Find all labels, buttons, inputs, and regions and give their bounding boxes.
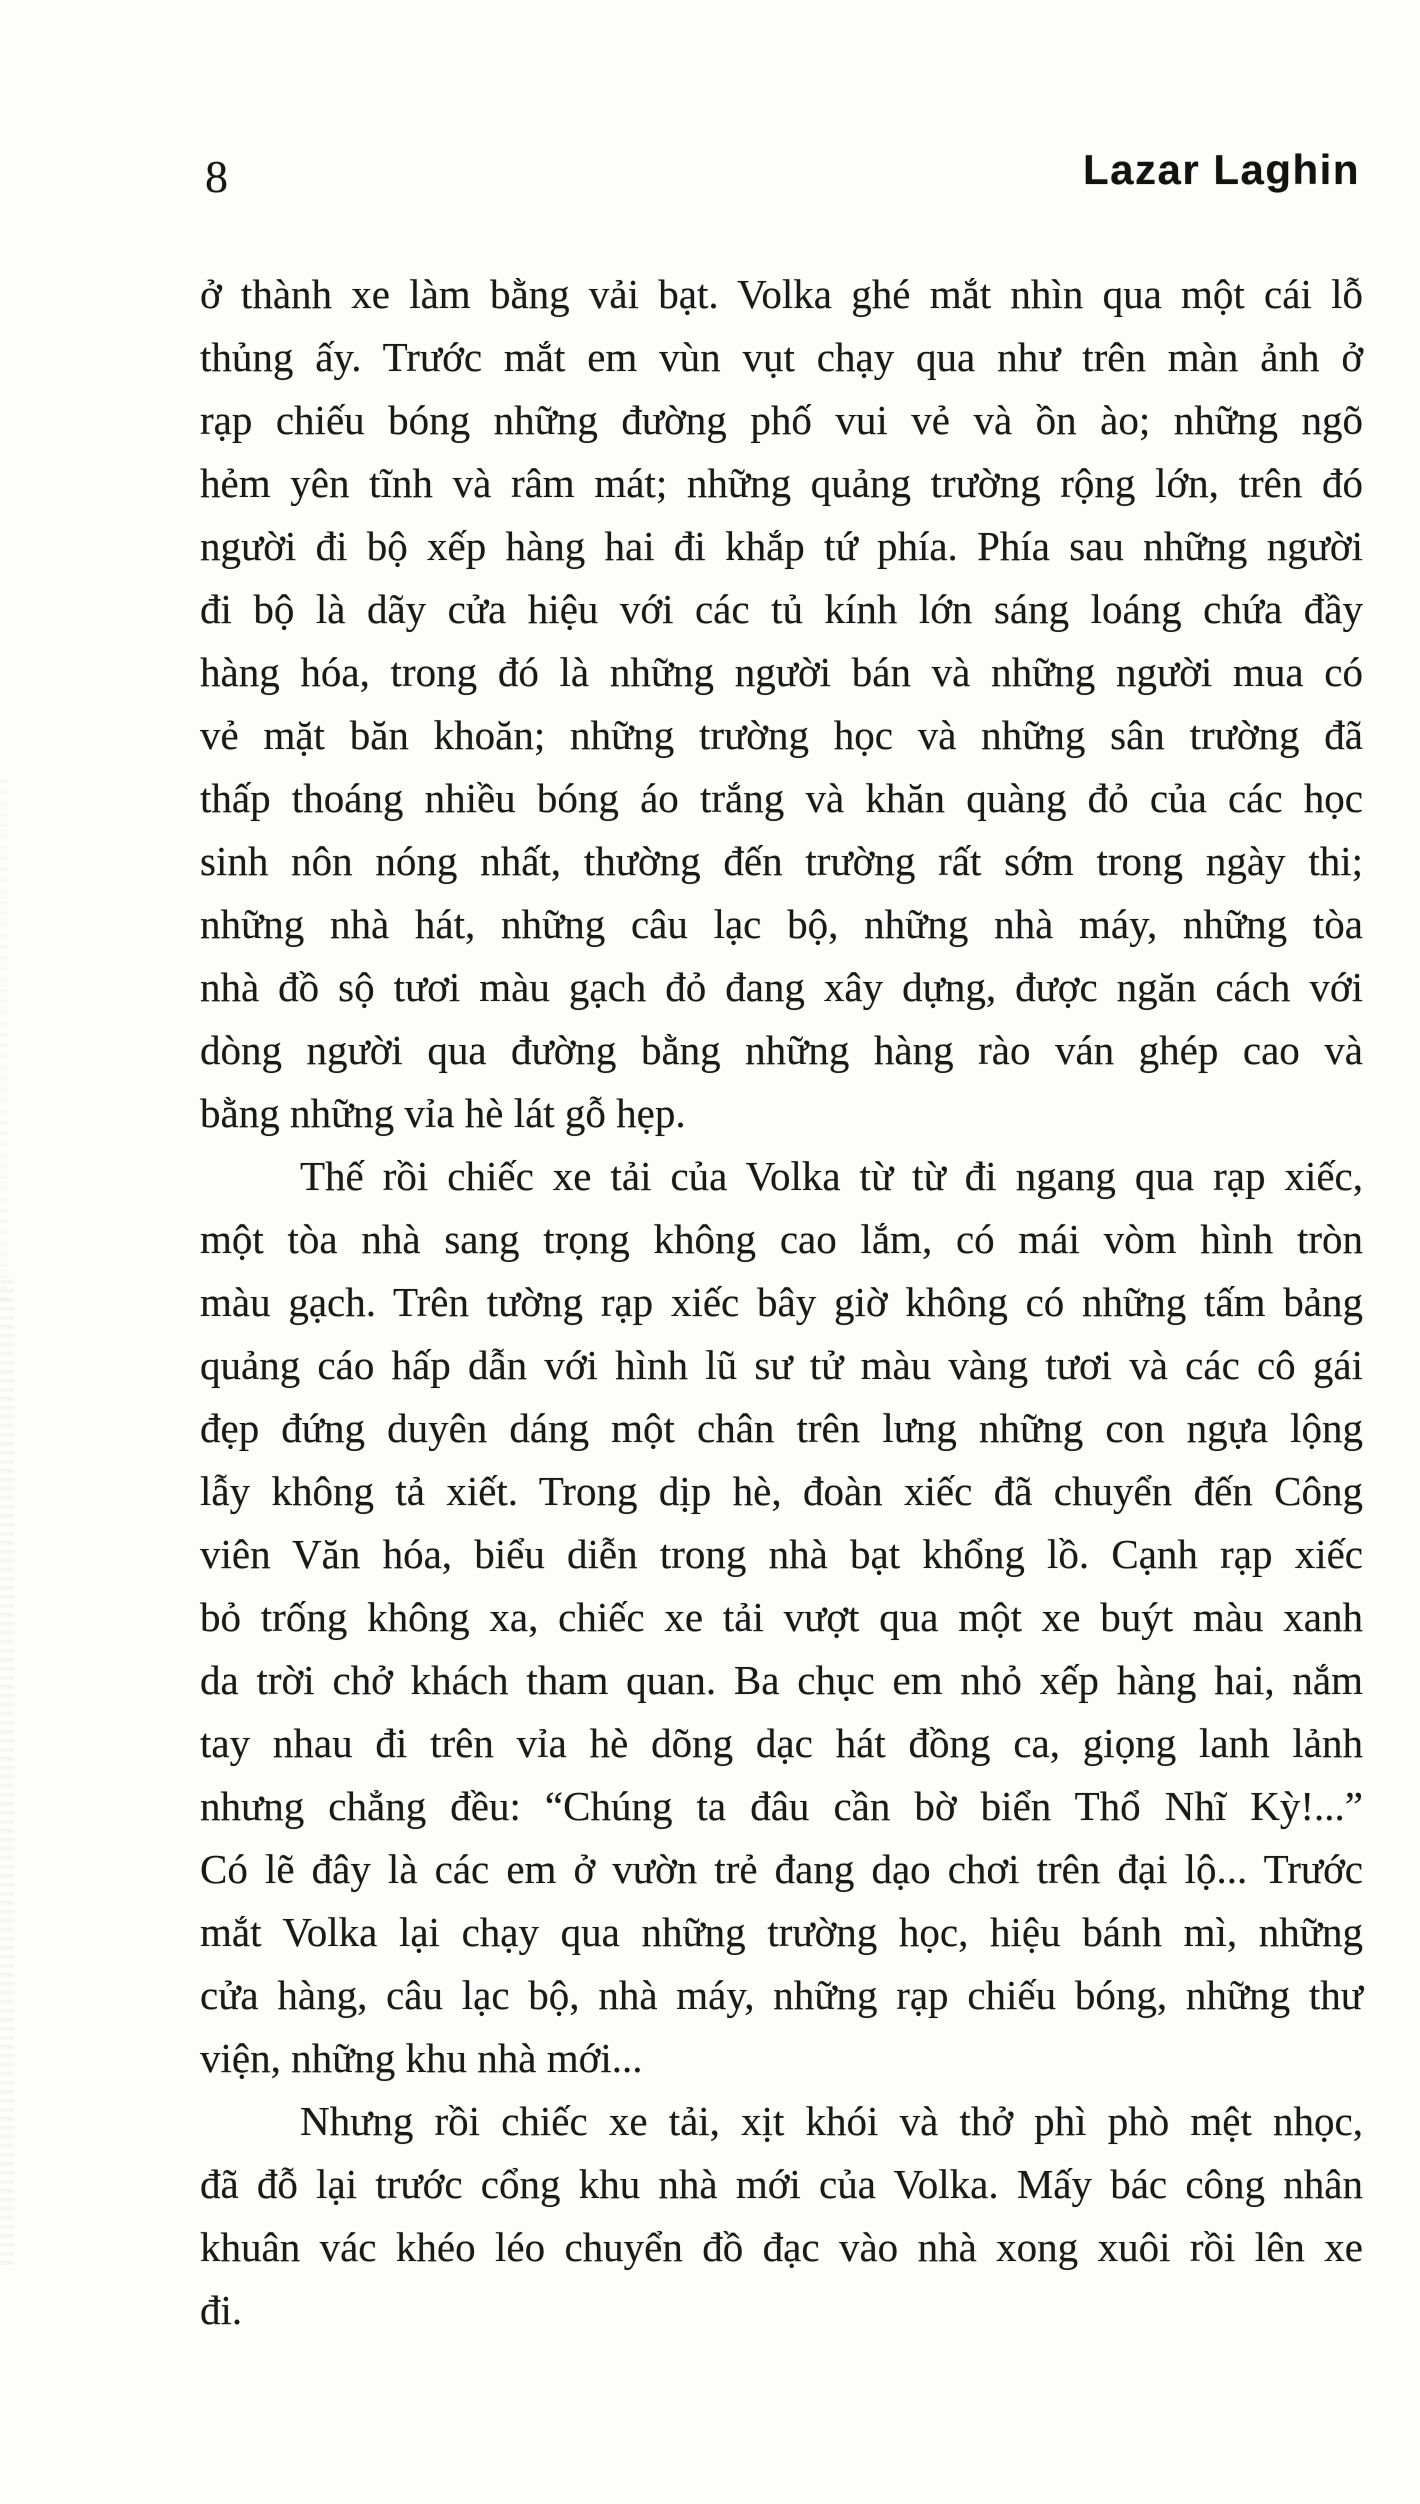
text-line: quảng cáo hấp dẫn với hình lũ sư tử màu vàng tươi và các cô gái bbox=[200, 1342, 1363, 1388]
text-line: Có lẽ đây là các em ở vườn trẻ đang dạo chơi trên đại lộ... Trước bbox=[200, 1846, 1363, 1892]
text-line: cửa hàng, câu lạc bộ, nhà máy, những rạp chiếu bóng, những thư bbox=[200, 1972, 1363, 2018]
text-line: bỏ trống không xa, chiếc xe tải vượt qua một xe buýt màu xanh bbox=[200, 1594, 1363, 1640]
text-line: đã đỗ lại trước cổng khu nhà mới của Volka. Mấy bác công nhân bbox=[200, 2161, 1363, 2207]
text-line: hàng hóa, trong đó là những người bán và những người mua có bbox=[200, 649, 1363, 695]
text-line: màu gạch. Trên tường rạp xiếc bây giờ không có những tấm bảng bbox=[200, 1279, 1363, 1325]
text-line: khuân vác khéo léo chuyển đồ đạc vào nhà xong xuôi rồi lên xe bbox=[200, 2224, 1363, 2270]
body-text-block bbox=[200, 263, 1363, 2342]
text-line: viện, những khu nhà mới... bbox=[200, 2035, 643, 2081]
text-line: đẹp đứng duyên dáng một chân trên lưng những con ngựa lộng bbox=[200, 1405, 1363, 1451]
text-line: nhưng chẳng đều: “Chúng ta đâu cần bờ biển Thổ Nhĩ Kỳ!...” bbox=[200, 1783, 1363, 1829]
text-line: thấp thoáng nhiều bóng áo trắng và khăn quàng đỏ của các học bbox=[200, 775, 1363, 821]
text-line: mắt Volka lại chạy qua những trường học, hiệu bánh mì, những bbox=[200, 1909, 1363, 1955]
page-number: 8 bbox=[205, 151, 228, 202]
text-line: những nhà hát, những câu lạc bộ, những nhà máy, những tòa bbox=[200, 901, 1363, 947]
text-line: lẫy không tả xiết. Trong dịp hè, đoàn xiếc đã chuyển đến Công bbox=[200, 1468, 1363, 1514]
text-line: rạp chiếu bóng những đường phố vui vẻ và ồn ào; những ngõ bbox=[200, 397, 1363, 443]
text-line: vẻ mặt băn khoăn; những trường học và những sân trường đã bbox=[200, 712, 1363, 758]
text-line: Thế rồi chiếc xe tải của Volka từ từ đi ngang qua rạp xiếc, bbox=[300, 1153, 1363, 1199]
text-line: dòng người qua đường bằng những hàng rào ván ghép cao và bbox=[200, 1027, 1363, 1073]
text-line: Nhưng rồi chiếc xe tải, xịt khói và thở phì phò mệt nhọc, bbox=[300, 2098, 1363, 2144]
text-line: đi bộ là dãy cửa hiệu với các tủ kính lớn sáng loáng chứa đầy bbox=[200, 586, 1363, 632]
text-line: hẻm yên tĩnh và râm mát; những quảng trường rộng lớn, trên đó bbox=[200, 460, 1363, 506]
text-line: đi. bbox=[200, 2287, 243, 2333]
text-line: thủng ấy. Trước mắt em vùn vụt chạy qua như trên màn ảnh ở bbox=[200, 334, 1363, 380]
scan-edge-noise-upper bbox=[0, 780, 8, 1300]
text-line: bằng những vỉa hè lát gỗ hẹp. bbox=[200, 1090, 686, 1136]
scan-edge-noise bbox=[0, 1280, 14, 2270]
text-line: nhà đồ sộ tươi màu gạch đỏ đang xây dựng, được ngăn cách với bbox=[200, 964, 1363, 1010]
text-line: viên Văn hóa, biểu diễn trong nhà bạt khổng lồ. Cạnh rạp xiếc bbox=[200, 1531, 1363, 1577]
text-line: da trời chở khách tham quan. Ba chục em nhỏ xếp hàng hai, nắm bbox=[200, 1657, 1363, 1703]
text-line: sinh nôn nóng nhất, thường đến trường rất sớm trong ngày thi; bbox=[200, 838, 1363, 884]
text-line: người đi bộ xếp hàng hai đi khắp tứ phía. Phía sau những người bbox=[200, 523, 1363, 569]
text-line: tay nhau đi trên vỉa hè dõng dạc hát đồng ca, giọng lanh lảnh bbox=[200, 1720, 1363, 1766]
running-header-author: Lazar Laghin bbox=[1082, 146, 1360, 193]
text-line: ở thành xe làm bằng vải bạt. Volka ghé mắt nhìn qua một cái lỗ bbox=[200, 271, 1363, 317]
text-line: một tòa nhà sang trọng không cao lắm, có mái vòm hình tròn bbox=[200, 1216, 1363, 1262]
